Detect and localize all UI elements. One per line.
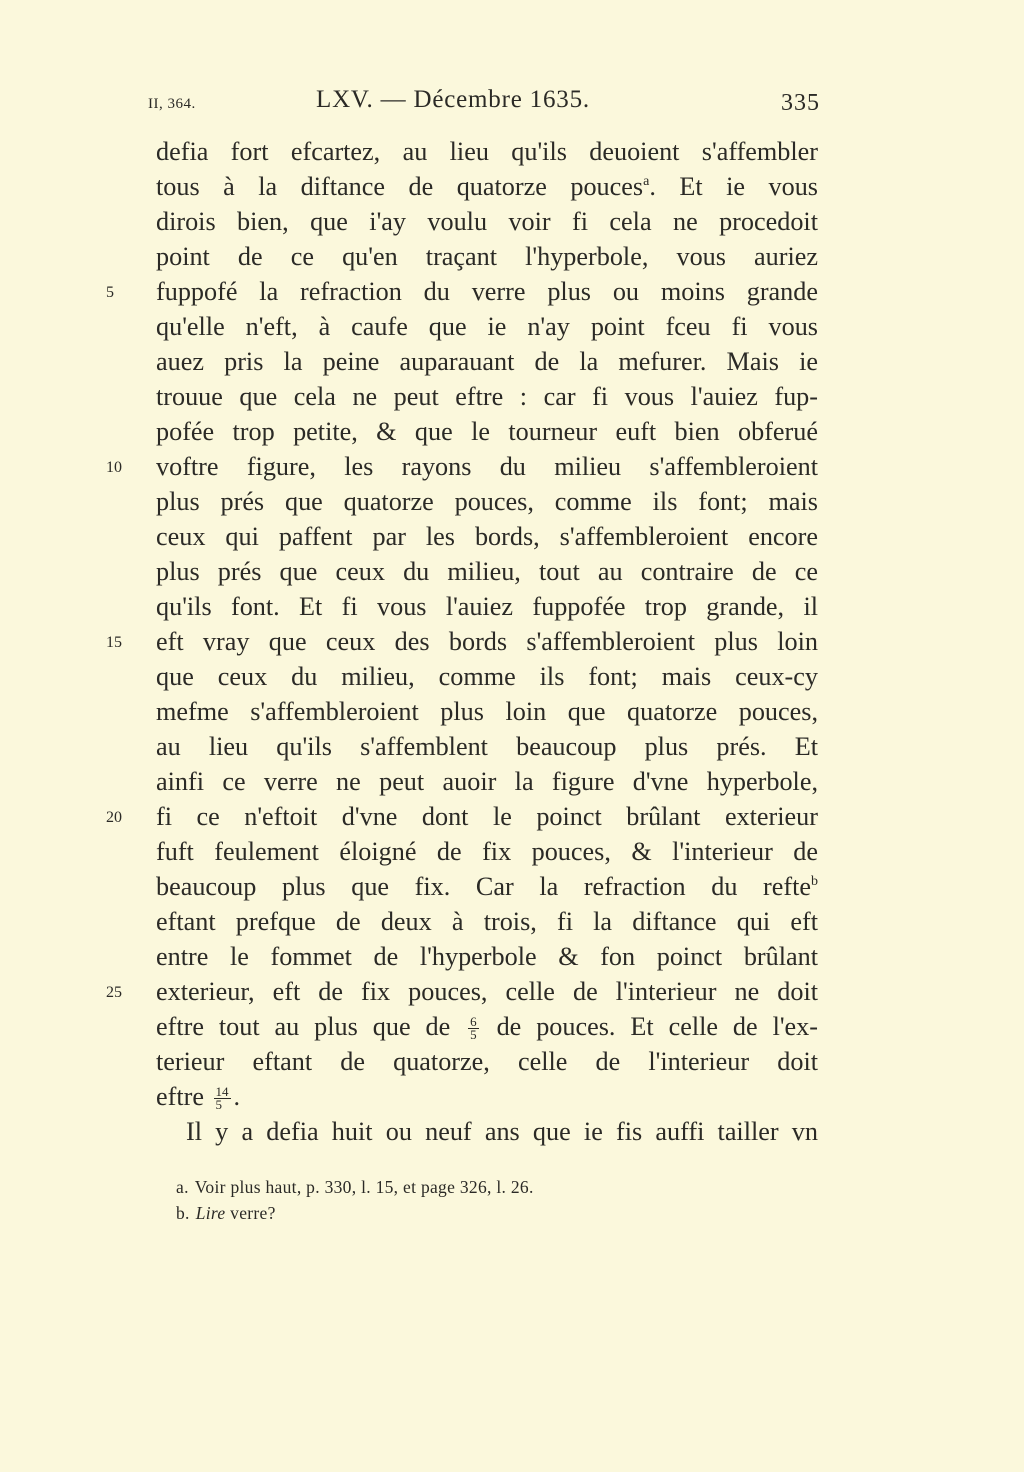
fraction — [468, 1016, 479, 1041]
text-line — [156, 904, 818, 939]
line-text: plus prés que quatorze pouces, comme ils font; mais — [156, 487, 818, 516]
letter-title: LXV. — Décembre 1635. — [316, 86, 590, 113]
text-line — [156, 869, 818, 904]
line-text-continuation: . Et ie vous — [649, 172, 818, 201]
text-line — [156, 939, 818, 974]
footnote-label: b. — [176, 1203, 190, 1223]
line-text: que ceux du milieu, comme ils font; mais ceux-cy — [156, 662, 818, 691]
fraction-denominator: 5 — [470, 1027, 477, 1043]
line-text: au lieu qu'ils s'affemblent beaucoup plus prés. Et — [156, 732, 818, 761]
footnote-text: verre? — [230, 1203, 276, 1223]
fraction — [214, 1086, 231, 1111]
line-text: point de ce qu'en traçant l'hyperbole, vous auriez — [156, 242, 818, 271]
volume-reference: II, 364. — [148, 96, 196, 112]
text-line — [156, 1009, 818, 1044]
line-text: ainfi ce verre ne peut auoir la figure d'vne hyperbole, — [156, 767, 818, 796]
text-line — [156, 764, 818, 799]
line-text-continuation: de pouces. Et celle de l'ex- — [481, 1012, 818, 1041]
line-text: fuft feulement éloigné de fix pouces, & l'interieur de — [156, 837, 818, 866]
text-line — [156, 204, 818, 239]
line-text: fi ce n'eftoit d'vne dont le poinct brûlant exterieur — [156, 802, 818, 831]
text-line — [106, 449, 818, 484]
text-line — [156, 379, 818, 414]
text-line — [156, 1079, 818, 1114]
line-text: exterieur, eft de fix pouces, celle de l'interieur ne doit — [156, 977, 818, 1006]
line-text: dirois bien, que i'ay voulu voir fi cela ne procedoit — [156, 207, 818, 236]
line-text: qu'elle n'eft, à caufe que ie n'ay point fceu fi vous — [156, 312, 818, 341]
line-text: qu'ils font. Et fi vous l'auiez fuppofée trop grande, il — [156, 592, 818, 621]
text-line — [156, 484, 818, 519]
running-head — [148, 86, 820, 126]
footnotes — [176, 1174, 816, 1226]
line-text: tous à la diftance de quatorze pouces — [156, 172, 644, 201]
text-line — [106, 274, 818, 309]
text-line — [156, 659, 818, 694]
text-line — [156, 344, 818, 379]
line-text: ceux qui paffent par les bords, s'affembleroient encore — [156, 522, 818, 551]
letter-body-text — [106, 134, 818, 1149]
fraction-numerator: 6 — [470, 1014, 477, 1030]
text-line — [156, 414, 818, 449]
text-line — [156, 519, 818, 554]
footnote — [176, 1200, 816, 1226]
line-number: 20 — [106, 809, 122, 826]
line-text: fuppofé la refraction du verre plus ou moins grande — [156, 277, 818, 306]
fraction-numerator: 14 — [215, 1084, 229, 1100]
line-number: 10 — [106, 459, 122, 476]
footnote-text: Voir plus haut, p. 330, l. 15, et page 326, l. 26. — [194, 1177, 534, 1197]
line-text: voftre figure, les rayons du milieu s'affembleroient — [156, 452, 818, 481]
line-text: auez pris la peine auparauant de la mefurer. Mais ie — [156, 347, 818, 376]
line-text: pofée trop petite, & que le tourneur euft bien obferué — [156, 417, 818, 446]
text-line — [156, 169, 818, 204]
text-line — [156, 1044, 818, 1079]
text-line — [156, 834, 818, 869]
line-text: eftre tout au plus que de — [156, 1012, 451, 1041]
footnote-marker: b — [811, 874, 818, 889]
line-text: Il y a defia huit ou neuf ans que ie fis auffi tailler vn — [186, 1117, 818, 1146]
line-text: mefme s'affembleroient plus loin que quatorze pouces, — [156, 697, 818, 726]
line-text: eft vray que ceux des bords s'affembleroient plus loin — [156, 627, 818, 656]
text-line — [156, 309, 818, 344]
line-text: beaucoup plus que fix. Car la refraction du refte — [156, 872, 811, 901]
footnote — [176, 1174, 816, 1200]
line-text: plus prés que ceux du milieu, tout au contraire de ce — [156, 557, 818, 586]
text-line — [106, 974, 818, 1009]
text-line — [156, 239, 818, 274]
line-text: defia fort efcartez, au lieu qu'ils deuoient s'affembler — [156, 137, 818, 166]
fraction-denominator: 5 — [215, 1097, 223, 1113]
footnote-label: a. — [176, 1177, 189, 1197]
line-text: entre le fommet de l'hyperbole & fon poinct brûlant — [156, 942, 818, 971]
line-number: 5 — [106, 284, 114, 301]
text-line — [106, 799, 818, 834]
text-line — [156, 729, 818, 764]
page-number: 335 — [781, 90, 820, 116]
line-text: terieur eftant de quatorze, celle de l'interieur doit — [156, 1047, 818, 1076]
text-line — [156, 134, 818, 169]
text-line — [156, 589, 818, 624]
text-line — [106, 624, 818, 659]
footnote-marker: a — [643, 174, 650, 189]
line-number: 25 — [106, 984, 122, 1001]
text-line — [156, 1114, 818, 1149]
line-text: eftre — [156, 1082, 204, 1111]
line-text: trouue que cela ne peut eftre : car fi vous l'auiez fup- — [156, 382, 818, 411]
footnote-italic-text: Lire — [195, 1203, 226, 1223]
text-line — [156, 554, 818, 589]
line-text-continuation: . — [233, 1082, 241, 1111]
line-text: eftant prefque de deux à trois, fi la diftance qui eft — [156, 907, 818, 936]
line-number: 15 — [106, 634, 122, 651]
text-line — [156, 694, 818, 729]
